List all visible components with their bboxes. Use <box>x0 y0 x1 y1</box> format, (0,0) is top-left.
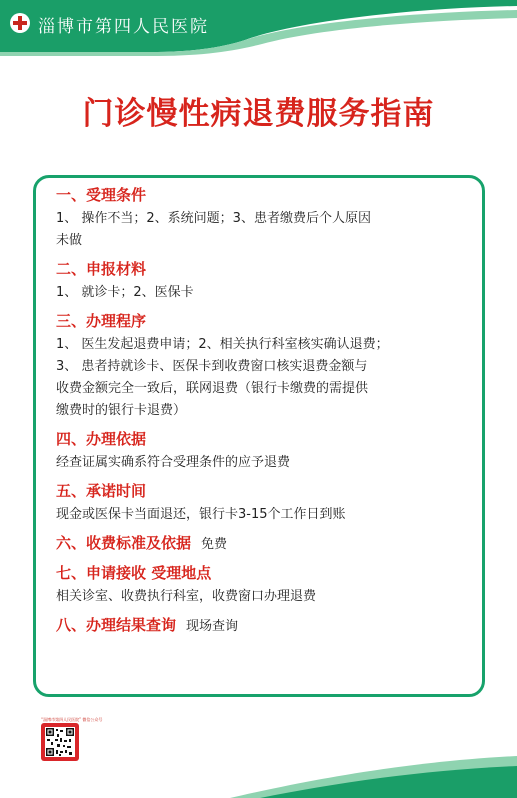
section-text: 相关诊室、收费执行科室，收费窗口办理退费 <box>56 589 317 604</box>
section-row <box>56 613 476 638</box>
section-text: 未做 <box>56 233 83 248</box>
section-text: 3、 患者持就诊卡、医保卡到收费窗口核实退费金额与 <box>56 359 368 374</box>
header-band <box>0 0 517 60</box>
section-title: 六、收费标准及依据 <box>56 534 192 552</box>
qr-code-icon <box>45 727 75 757</box>
section-inline-text: 现场查询 <box>186 619 239 634</box>
section-text: 1、 医生发起退费申请；2、相关执行科室核实确认退费； <box>56 337 389 352</box>
page-title: 门诊慢性病退费服务指南 <box>82 96 435 132</box>
section-inline-text: 免费 <box>201 537 228 552</box>
section-title: 八、办理结果查询 <box>56 616 177 634</box>
section-title: 五、承诺时间 <box>56 482 147 500</box>
qr-frame <box>41 723 79 761</box>
hospital-name: 淄博市第四人民医院 <box>38 17 209 37</box>
section-title: 二、申报材料 <box>56 260 147 278</box>
section-title: 四、办理依据 <box>56 430 147 448</box>
section-row <box>56 531 476 556</box>
section-text: 经查证属实确系符合受理条件的应予退费 <box>56 455 291 470</box>
section-text: 1、 操作不当；2、系统问题；3、患者缴费后个人原因 <box>56 211 371 226</box>
section-text: 收费金额完全一致后，联网退费（银行卡缴费的需提供 <box>56 381 369 396</box>
section-text: 1、 就诊卡；2、医保卡 <box>56 285 194 300</box>
section-text: 缴费时的银行卡退费） <box>56 403 187 418</box>
guide-content <box>56 183 476 638</box>
section-title: 七、申请接收 受理地点 <box>56 564 212 582</box>
section-title: 一、受理条件 <box>56 186 147 204</box>
section-title: 三、办理程序 <box>56 312 147 330</box>
qr-code-block <box>41 717 103 761</box>
qr-caption: “淄博市第四人民医院” 微信公众号 <box>41 717 103 722</box>
red-cross-logo-icon <box>10 13 30 33</box>
section-text: 现金或医保卡当面退还，银行卡3-15个工作日到账 <box>56 507 346 522</box>
